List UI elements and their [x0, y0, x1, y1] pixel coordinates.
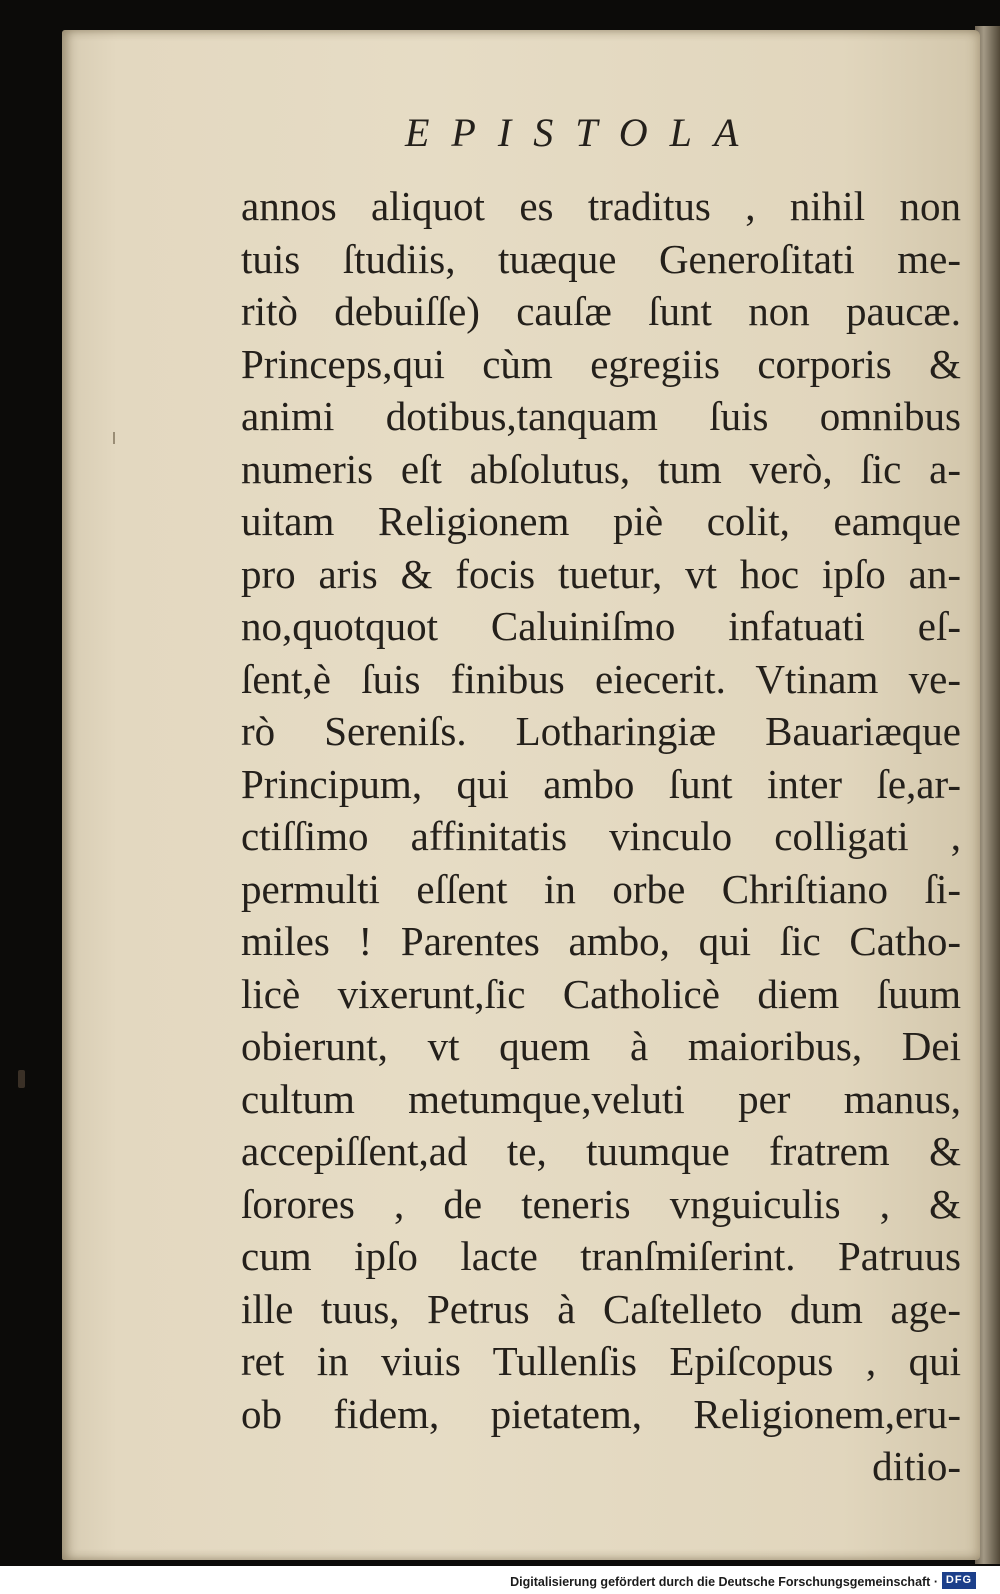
text-line: no,quotquot Caluiniſmo infatuati eſ-: [241, 603, 961, 649]
text-line: ob fidem, pietatem, Religionem,eru-: [241, 1390, 961, 1437]
text-line: cultum metumque,veluti per manus,: [241, 1075, 961, 1122]
text-line: Princeps,qui cùm egregiis corporis &: [241, 340, 961, 387]
text-line: annos aliquot es traditus , nihil non: [241, 183, 961, 229]
dfg-logo: DFG: [942, 1572, 976, 1589]
text-line: ritò debuiſſe) cauſæ ſunt non paucæ.: [241, 288, 961, 334]
text-line: Principum, qui ambo ſunt inter ſe,ar-: [241, 760, 961, 807]
text-line: rò Sereniſs. Lotharingiæ Bauariæque: [241, 708, 961, 754]
text-line: ret in viuis Tullenſis Epiſcopus , qui: [241, 1338, 961, 1384]
text-line: obierunt, vt quem à maioribus, Dei: [241, 1023, 961, 1069]
body-text: [241, 180, 961, 1493]
paper-speck: [113, 432, 115, 444]
text-line: ſorores , de teneris vnguiculis , &: [241, 1180, 961, 1227]
text-line: uitam Religionem piè colit, eamque: [241, 498, 961, 544]
text-line: accepiſſent,ad te, tuumque fratrem &: [241, 1128, 961, 1174]
text-line: numeris eſt abſolutus, tum verò, ſic a-: [241, 445, 961, 492]
text-line: licè vixerunt,ſic Catholicè diem ſuum: [241, 970, 961, 1017]
text-line: ſent,è ſuis finibus eiecerit. Vtinam ve-: [241, 655, 961, 702]
text-line: cum ipſo lacte tranſmiſerint. Patruus: [241, 1233, 961, 1279]
text-line: miles ! Parentes ambo, qui ſic Catho-: [241, 918, 961, 964]
binding-mark: [18, 1070, 25, 1088]
text-line: tuis ſtudiis, tuæque Generoſitati me-: [241, 235, 961, 282]
text-line: ditio-: [872, 1443, 961, 1489]
funding-credit: Digitalisierung gefördert durch die Deutsche Forschungsgemeinschaft ·: [510, 1575, 938, 1589]
text-line: ille tuus, Petrus à Caſtelleto dum age-: [241, 1285, 961, 1332]
text-line: animi dotibus,tanquam ſuis omnibus: [241, 393, 961, 439]
running-head: EPISTOLA: [405, 110, 761, 155]
text-line: permulti eſſent in orbe Chriſtiano ſi-: [241, 865, 961, 912]
text-line: pro aris & focis tuetur, vt hoc ipſo an-: [241, 550, 961, 597]
text-line: ctiſſimo affinitatis vinculo colligati ,: [241, 813, 961, 859]
